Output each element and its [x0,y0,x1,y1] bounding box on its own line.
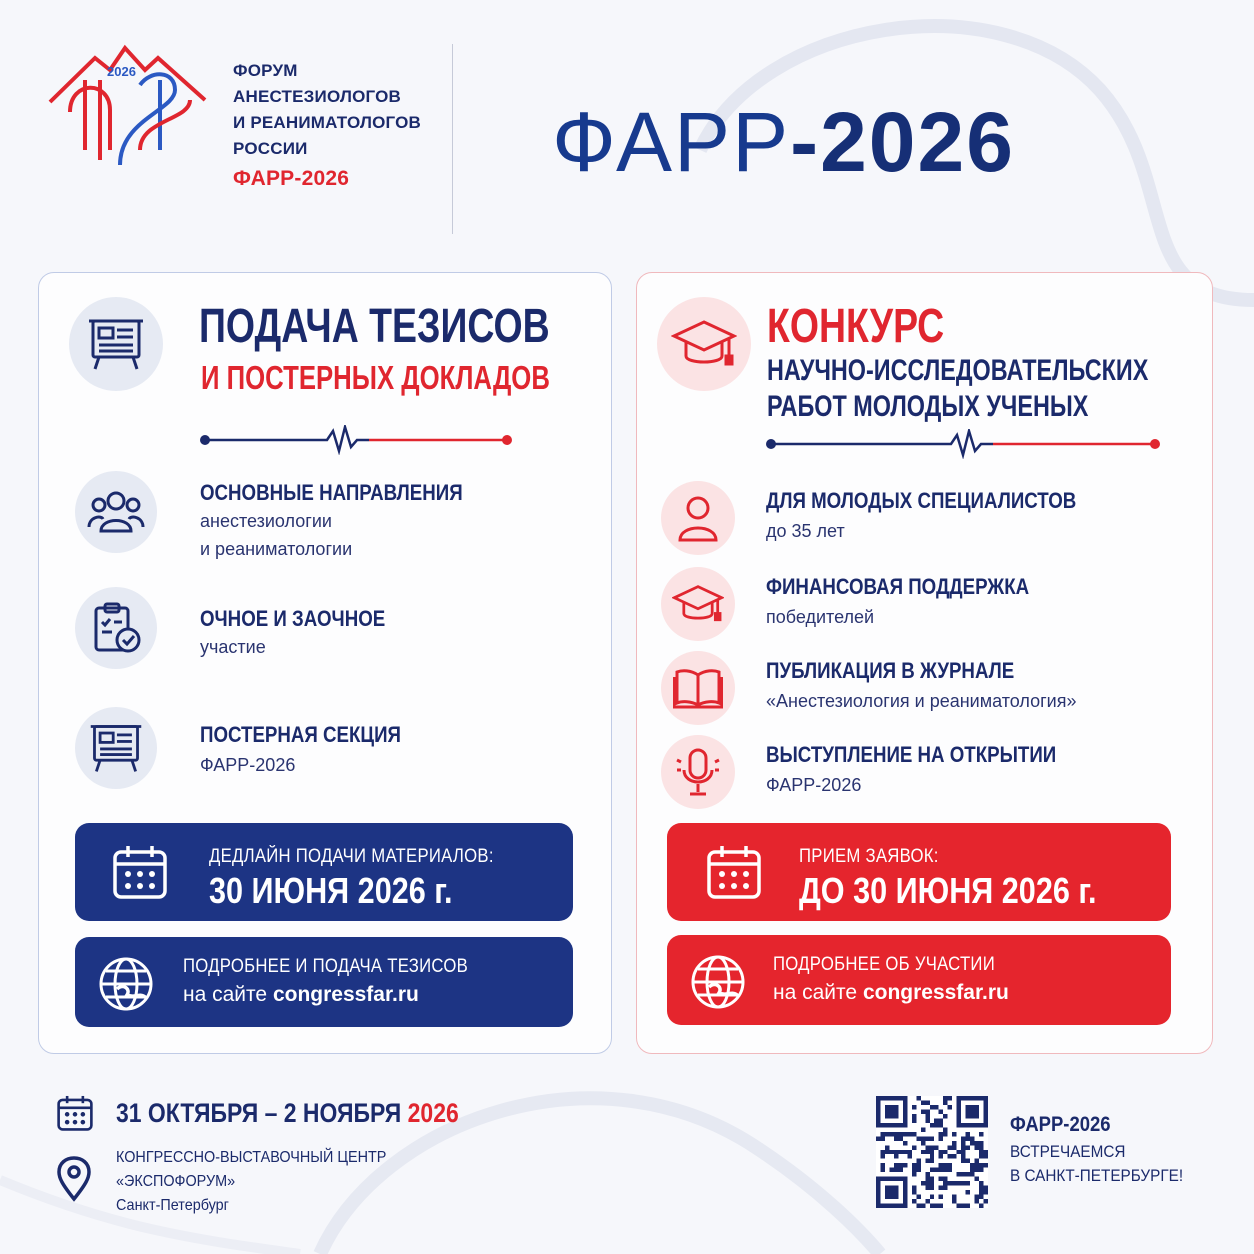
deadline-label: ДЕДЛАЙН ПОДАЧИ МАТЕРИАЛОВ: [209,846,494,867]
book-icon [661,651,735,725]
participation-info-link[interactable] [667,935,1171,1025]
link-site [773,979,1009,1007]
footer-slogan [1010,1110,1202,1188]
event-year: 2026 [407,1098,459,1128]
fapp-logo [40,40,215,170]
poster-board-icon [69,297,163,391]
venue [116,1146,386,1218]
calendar-icon [56,1094,94,1132]
link-label: ПОДРОБНЕЕ ОБ УЧАСТИИ [773,954,995,975]
submit-abstracts-link[interactable] [75,937,573,1027]
title-year: -2026 [790,95,1015,189]
abstracts-title: ПОДАЧА ТЕЗИСОВ [199,300,550,353]
pulse-divider [199,425,515,455]
deadline-banner [75,823,573,921]
applications-date: ДО 30 ИЮНЯ 2026 г. [799,870,1097,911]
poster-board-icon [75,707,157,789]
feature-subtitle: «Анестезиология и реаниматология» [766,691,1077,711]
applications-banner [667,823,1171,921]
deadline-date: 30 ИЮНЯ 2026 г. [209,870,453,911]
globe-icon [689,953,747,1011]
org-line: АНЕСТЕЗИОЛОГОВ [233,87,402,106]
pulse-divider [765,429,1165,459]
feature-title: ДЛЯ МОЛОДЫХ СПЕЦИАЛИСТОВ [766,488,1077,513]
feature-subtitle: ФАРР-2026 [200,755,296,775]
slogan-line: ВСТРЕЧАЕМСЯ [1010,1142,1126,1161]
competition-card [636,272,1213,1054]
feature-title: ПУБЛИКАЦИЯ В ЖУРНАЛЕ [766,658,1015,683]
qr-code[interactable] [876,1096,988,1208]
slogan-line: В САНКТ-ПЕТЕРБУРГЕ! [1010,1166,1184,1185]
competition-title: КОНКУРС [767,300,945,353]
feature-subtitle: ФАРР-2026 [766,775,862,795]
feature-subtitle: анестезиологии [200,511,332,531]
title-prefix: ФАРР [552,95,791,189]
org-line: И РЕАНИМАТОЛОГОВ [233,113,422,132]
page-title [552,92,1015,192]
header-divider [452,44,453,234]
graduation-cap-icon [657,297,751,391]
competition-subtitle: НАУЧНО-ИССЛЕДОВАТЕЛЬСКИХ [767,354,1149,387]
feature-subtitle: победителей [766,607,875,627]
person-icon [661,481,735,555]
feature-title: ПОСТЕРНАЯ СЕКЦИЯ [200,722,401,747]
slogan-title: ФАРР-2026 [1010,1113,1111,1136]
link-prefix: на сайте [183,983,268,1006]
calendar-icon [705,843,763,901]
abstracts-card [38,272,612,1054]
feature-title: ОСНОВНЫЕ НАПРАВЛЕНИЯ [200,480,463,505]
site-url: congressfar.ru [862,981,1009,1004]
logo-year: 2026 [107,64,136,79]
site-url: congressfar.ru [272,983,419,1006]
clipboard-check-icon [75,587,157,669]
feature-title: ОЧНОЕ И ЗАОЧНОЕ [200,606,386,631]
competition-subtitle: РАБОТ МОЛОДЫХ УЧЕНЫХ [767,390,1089,423]
location-pin-icon [56,1156,92,1202]
feature-title: ФИНАНСОВАЯ ПОДДЕРЖКА [766,574,1030,599]
event-dates [116,1096,459,1130]
feature-subtitle: участие [200,637,266,657]
microphone-icon [661,735,735,809]
feature-subtitle: до 35 лет [766,521,845,541]
link-prefix: на сайте [773,981,858,1004]
org-short-name: ФАРР-2026 [233,167,350,190]
abstracts-subtitle: И ПОСТЕРНЫХ ДОКЛАДОВ [201,359,550,396]
venue-line: КОНГРЕССНО-ВЫСТАВОЧНЫЙ ЦЕНТР [116,1149,387,1166]
org-line: ФОРУМ [233,61,298,80]
graduation-cap-icon [661,567,735,641]
link-label: ПОДРОБНЕЕ И ПОДАЧА ТЕЗИСОВ [183,956,469,977]
globe-icon [97,955,155,1013]
feature-title: ВЫСТУПЛЕНИЕ НА ОТКРЫТИИ [766,742,1057,767]
calendar-icon [111,843,169,901]
org-line: РОССИИ [233,139,308,158]
event-date-range: 31 ОКТЯБРЯ – 2 НОЯБРЯ [116,1098,402,1128]
venue-line: «ЭКСПОФОРУМ» [116,1173,236,1190]
venue-city: Санкт-Петербург [116,1197,229,1214]
applications-label: ПРИЕМ ЗАЯВОК: [799,846,939,867]
feature-subtitle: и реаниматологии [200,539,353,559]
org-name [233,58,433,192]
link-site [183,981,419,1009]
people-icon [75,471,157,553]
